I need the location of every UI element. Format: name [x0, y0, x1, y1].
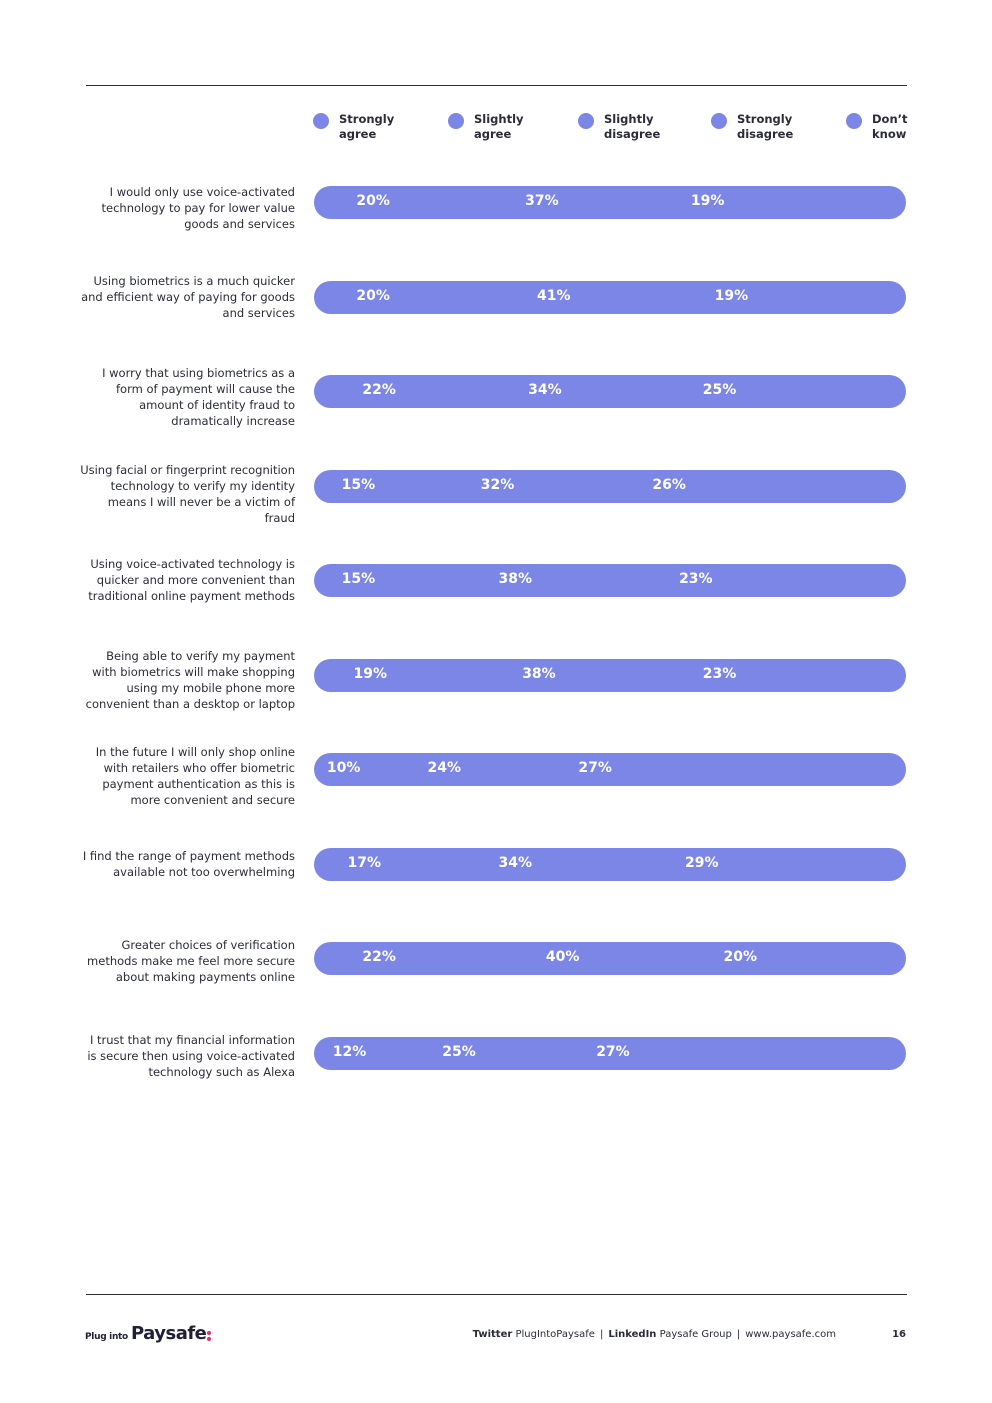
data-label: 22% [362, 949, 396, 965]
legend-label: Strongly agree [339, 112, 395, 141]
twitter-handle[interactable]: PlugIntoPaysafe [515, 1329, 595, 1340]
stacked-bar [314, 470, 906, 503]
data-label: 40% [545, 949, 580, 965]
data-label: 25% [702, 382, 737, 398]
stacked-bar [314, 753, 906, 786]
legend-swatch [448, 113, 464, 129]
data-label: 19% [353, 666, 387, 682]
data-label: 17% [347, 855, 382, 871]
bottom-divider [86, 1294, 907, 1295]
data-label: 24% [427, 760, 461, 776]
data-label: 32% [480, 477, 515, 493]
stacked-bar [314, 186, 906, 219]
row-label: Greater choices of verification methods make me feel more secure about making payments online [87, 938, 295, 984]
data-label: 41% [536, 288, 571, 304]
data-label: 25% [442, 1044, 476, 1060]
linkedin-label: LinkedIn [608, 1329, 657, 1340]
separator: | [599, 1329, 604, 1340]
stacked-bar [314, 564, 906, 597]
legend-swatch [578, 113, 594, 129]
logo-wordmark: Paysafe [130, 1323, 207, 1344]
data-label: 38% [522, 666, 556, 682]
legend-item-slightly-agree [448, 112, 544, 142]
data-label: 19% [690, 193, 725, 209]
separator: | [736, 1329, 741, 1340]
row-label: Using voice-activated technology is quicker and more convenient than traditional online payment methods [88, 557, 295, 603]
data-label: 10% [326, 760, 361, 776]
legend-item-dont-know [846, 112, 922, 142]
data-label: 34% [528, 382, 562, 398]
stacked-bar [314, 281, 906, 314]
row-label: I worry that using biometrics as a form of payment will cause the amount of identity fraud to dramatically increase [102, 366, 295, 428]
row-label: Using facial or fingerprint recognition technology to verify my identity means I will never be a victim of fraud [80, 463, 295, 525]
data-label: 26% [652, 477, 686, 493]
website-link[interactable]: www.paysafe.com [745, 1329, 836, 1340]
legend-label: Don’t know [872, 112, 908, 141]
linkedin-handle[interactable]: Paysafe Group [659, 1329, 732, 1340]
row-label: In the future I will only shop online with retailers who offer biometric payment authentication as this is more convenient and secure [95, 745, 295, 807]
data-label: 15% [341, 571, 376, 587]
row-label: Being able to verify my payment with biometrics will make shopping using my mobile phone more convenient than a desktop or laptop [85, 649, 295, 711]
row-label: I find the range of payment methods available not too overwhelming [82, 849, 295, 879]
chart-legend [313, 112, 913, 152]
row-label: I trust that my financial information is secure then using voice-activated technology such as Alexa [87, 1033, 295, 1079]
data-label: 20% [356, 193, 390, 209]
paysafe-logo [85, 1323, 211, 1344]
data-label: 23% [702, 666, 737, 682]
logo-colon-icon [207, 1329, 211, 1341]
data-label: 15% [341, 477, 376, 493]
data-label: 38% [498, 571, 533, 587]
legend-label: Strongly disagree [737, 112, 794, 141]
data-label: 27% [596, 1044, 630, 1060]
twitter-label: Twitter [472, 1329, 513, 1340]
data-label: 12% [332, 1044, 367, 1060]
page-number: 16 [892, 1329, 906, 1340]
data-label: 22% [362, 382, 396, 398]
legend-label: Slightly agree [474, 112, 524, 141]
legend-swatch [711, 113, 727, 129]
data-label: 34% [498, 855, 533, 871]
footer-links [473, 1329, 836, 1340]
data-label: 19% [714, 288, 749, 304]
top-divider [86, 85, 907, 86]
stacked-bar [314, 848, 906, 881]
legend-item-strongly-agree [313, 112, 409, 142]
data-label: 20% [723, 949, 757, 965]
data-label: 29% [684, 855, 719, 871]
logo-tagline: Plug into [85, 1332, 128, 1342]
stacked-bar [314, 375, 906, 408]
data-label: 27% [578, 760, 612, 776]
data-label: 37% [525, 193, 559, 209]
legend-label: Slightly disagree [604, 112, 661, 141]
stacked-bar [314, 1037, 906, 1070]
legend-item-slightly-disagree [578, 112, 674, 142]
data-label: 20% [356, 288, 390, 304]
legend-swatch [313, 113, 329, 129]
legend-item-strongly-disagree [711, 112, 807, 142]
legend-swatch [846, 113, 862, 129]
row-label: I would only use voice-activated technology to pay for lower value goods and services [101, 185, 295, 231]
data-label: 23% [679, 571, 713, 587]
stacked-bar [314, 659, 906, 692]
stacked-bar [314, 942, 906, 975]
row-label: Using biometrics is a much quicker and efficient way of paying for goods and services [81, 274, 295, 320]
